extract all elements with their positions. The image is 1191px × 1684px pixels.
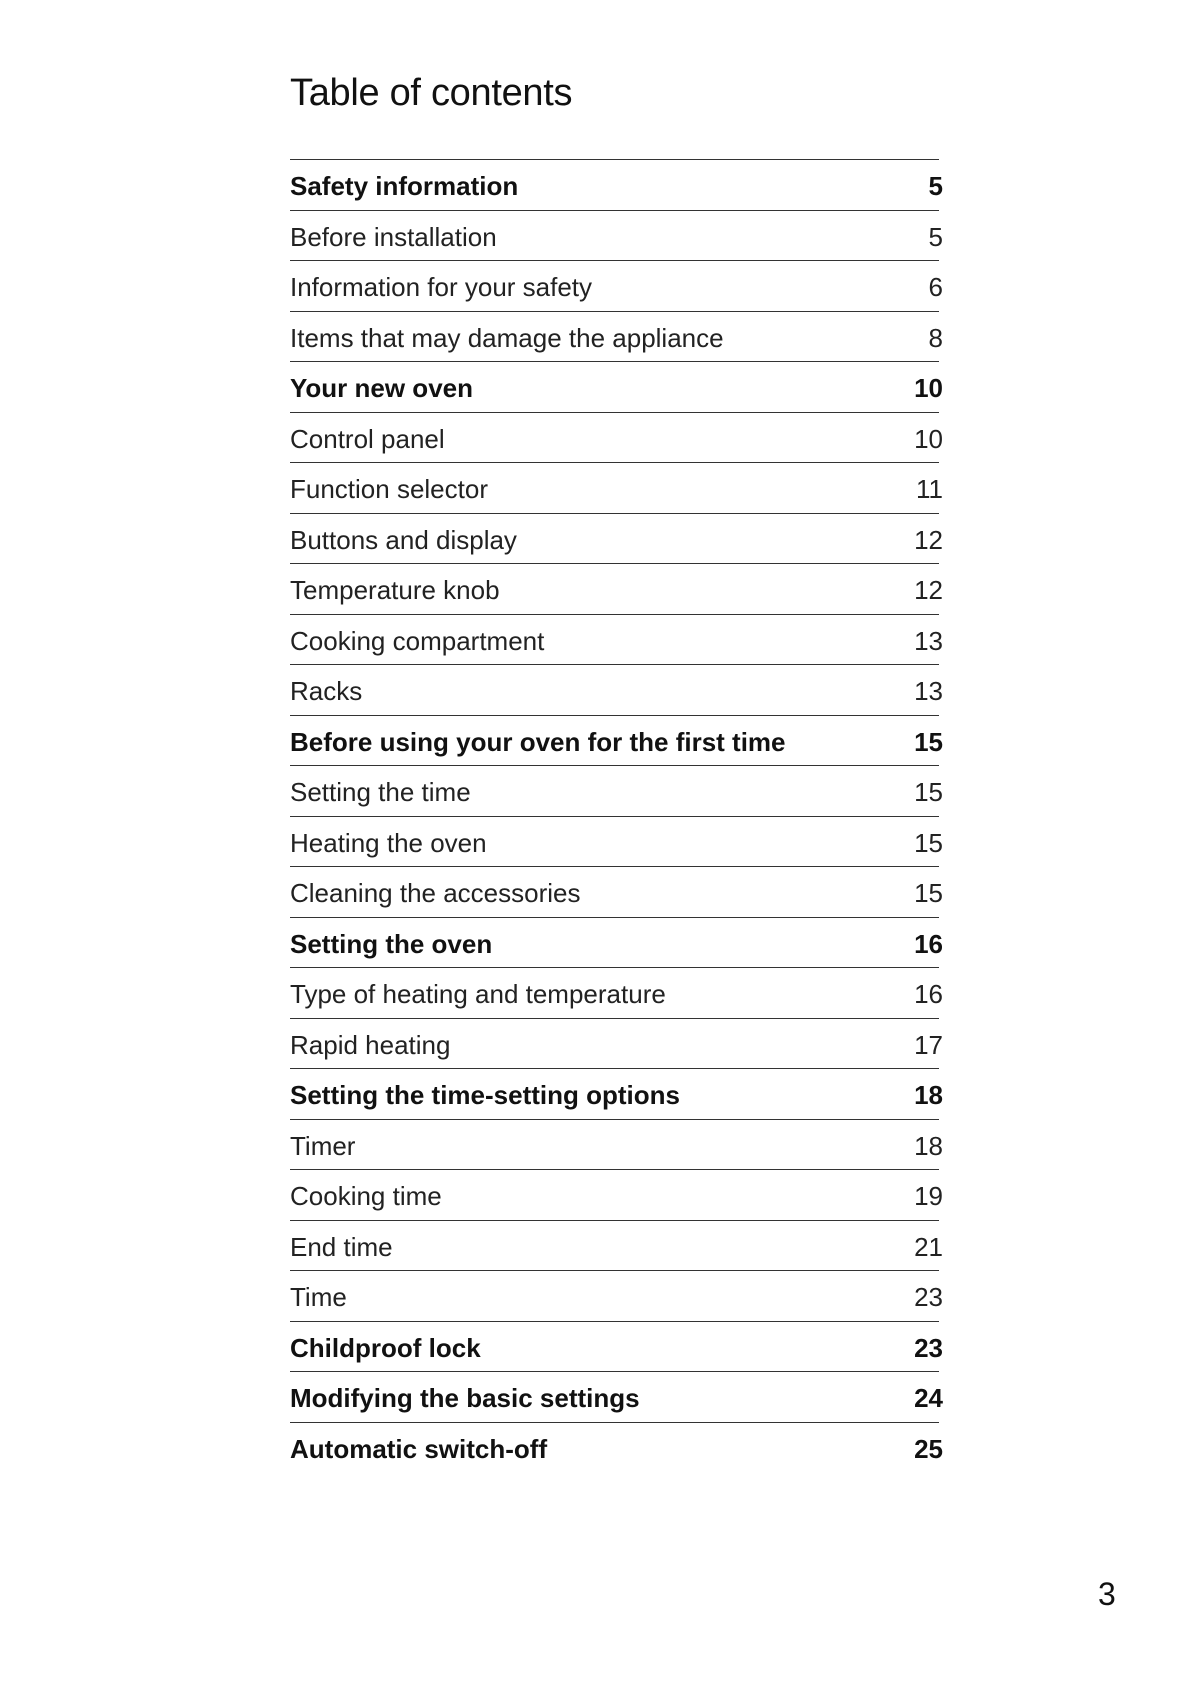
toc-entry-title (290, 525, 871, 555)
toc-entry-label: Before using your oven for the first time (290, 727, 796, 757)
toc-entry-title (290, 1181, 871, 1211)
toc-section-row[interactable] (290, 716, 943, 767)
toc-entry-page-number: 10 (914, 373, 943, 403)
toc-entry-page-number: 15 (914, 827, 943, 858)
toc-subsection-row[interactable] (290, 766, 943, 817)
toc-subsection-row[interactable] (290, 514, 943, 565)
toc-entry-label: Racks (290, 676, 372, 706)
toc-entry-page-number: 13 (914, 625, 943, 656)
toc-entry-label: Type of heating and temperature (290, 979, 676, 1009)
toc-entry-label: Cooking compartment (290, 626, 554, 656)
toc-entry-label: Items that may damage the appliance (290, 323, 734, 353)
table-of-contents (290, 159, 943, 1473)
toc-entry-title (290, 171, 871, 201)
toc-entry-label: Timer (290, 1131, 365, 1161)
toc-entry-label: Information for your safety (290, 272, 602, 302)
toc-entry-label: Function selector (290, 474, 498, 504)
toc-entry-page-number: 11 (916, 474, 943, 504)
toc-entry-title (290, 1282, 871, 1312)
toc-entry-label: Time (290, 1282, 357, 1312)
toc-entry-page-number: 25 (914, 1433, 943, 1464)
toc-entry-page-number: 18 (914, 1080, 943, 1110)
toc-entry-title (290, 1383, 871, 1413)
toc-entry-title (290, 222, 871, 252)
toc-entry-label: Control panel (290, 424, 455, 454)
toc-subsection-row[interactable] (290, 1120, 943, 1171)
toc-entry-label: Temperature knob (290, 575, 510, 605)
toc-subsection-row[interactable] (290, 312, 943, 363)
toc-subsection-row[interactable] (290, 1221, 943, 1272)
toc-entry-title (290, 878, 871, 908)
toc-subsection-row[interactable] (290, 413, 943, 464)
toc-entry-label: Childproof lock (290, 1333, 491, 1363)
toc-entry-page-number: 15 (914, 726, 943, 757)
toc-subsection-row[interactable] (290, 564, 943, 615)
toc-entry-page-number: 15 (914, 777, 943, 807)
toc-entry-label: Cooking time (290, 1181, 452, 1211)
toc-entry-page-number: 21 (914, 1231, 943, 1262)
page-number: 3 (1098, 1576, 1116, 1612)
toc-section-row[interactable] (290, 1322, 943, 1373)
toc-entry-label: Automatic switch-off (290, 1434, 557, 1464)
toc-entry-label: Your new oven (290, 373, 483, 403)
toc-entry-title (290, 272, 871, 302)
toc-subsection-row[interactable] (290, 1170, 943, 1221)
page-title: Table of contents (290, 72, 573, 114)
toc-entry-title (290, 1080, 871, 1110)
toc-entry-label: Heating the oven (290, 828, 497, 858)
toc-entry-title (290, 929, 871, 959)
toc-entry-page-number: 8 (928, 322, 943, 353)
toc-entry-title (290, 1131, 871, 1161)
toc-subsection-row[interactable] (290, 211, 943, 262)
toc-entry-title (290, 1434, 871, 1464)
toc-entry-title (290, 727, 871, 757)
toc-subsection-row[interactable] (290, 1019, 943, 1070)
toc-subsection-row[interactable] (290, 867, 943, 918)
toc-entry-page-number: 6 (928, 272, 943, 302)
toc-entry-label: Modifying the basic settings (290, 1383, 650, 1413)
toc-section-row[interactable] (290, 160, 943, 211)
toc-section-row[interactable] (290, 1423, 943, 1474)
toc-entry-page-number: 5 (928, 171, 943, 201)
toc-entry-label: Setting the time (290, 777, 481, 807)
toc-section-row[interactable] (290, 1069, 943, 1120)
toc-entry-label: Setting the time-setting options (290, 1080, 690, 1110)
toc-entry-label: Safety information (290, 171, 528, 201)
toc-entry-title (290, 626, 871, 656)
toc-entry-title (290, 373, 871, 403)
toc-entry-title (290, 323, 871, 353)
toc-entry-page-number: 17 (914, 1029, 943, 1060)
toc-entry-title (290, 828, 871, 858)
toc-subsection-row[interactable] (290, 817, 943, 868)
toc-entry-page-number: 18 (914, 1130, 943, 1161)
toc-entry-label: Rapid heating (290, 1030, 460, 1060)
toc-subsection-row[interactable] (290, 615, 943, 666)
toc-entry-label: End time (290, 1232, 403, 1262)
toc-entry-title (290, 474, 871, 504)
toc-entry-page-number: 10 (914, 423, 943, 454)
toc-entry-page-number: 5 (928, 221, 943, 252)
toc-entry-title (290, 424, 871, 454)
toc-subsection-row[interactable] (290, 968, 943, 1019)
toc-entry-label: Setting the oven (290, 929, 502, 959)
toc-entry-title (290, 1232, 871, 1262)
toc-entry-page-number: 24 (914, 1383, 943, 1413)
toc-section-row[interactable] (290, 1372, 943, 1423)
toc-entry-page-number: 13 (914, 676, 943, 706)
toc-entry-title (290, 1333, 871, 1363)
toc-entry-title (290, 676, 871, 706)
toc-entry-page-number: 12 (914, 575, 943, 605)
toc-section-row[interactable] (290, 362, 943, 413)
toc-entry-page-number: 23 (914, 1282, 943, 1312)
toc-subsection-row[interactable] (290, 665, 943, 716)
toc-section-row[interactable] (290, 918, 943, 969)
toc-entry-label: Before installation (290, 222, 507, 252)
toc-entry-label: Cleaning the accessories (290, 878, 591, 908)
toc-entry-page-number: 16 (914, 928, 943, 959)
toc-entry-page-number: 23 (914, 1332, 943, 1363)
toc-entry-title (290, 1030, 871, 1060)
toc-entry-page-number: 15 (914, 878, 943, 908)
toc-entry-page-number: 19 (914, 1181, 943, 1211)
toc-subsection-row[interactable] (290, 1271, 943, 1322)
toc-entry-page-number: 16 (914, 979, 943, 1009)
toc-entry-title (290, 575, 871, 605)
toc-entry-title (290, 777, 871, 807)
toc-entry-title (290, 979, 871, 1009)
toc-subsection-row[interactable] (290, 261, 943, 312)
toc-subsection-row[interactable] (290, 463, 943, 514)
toc-entry-label: Buttons and display (290, 525, 527, 555)
toc-entry-page-number: 12 (914, 524, 943, 555)
